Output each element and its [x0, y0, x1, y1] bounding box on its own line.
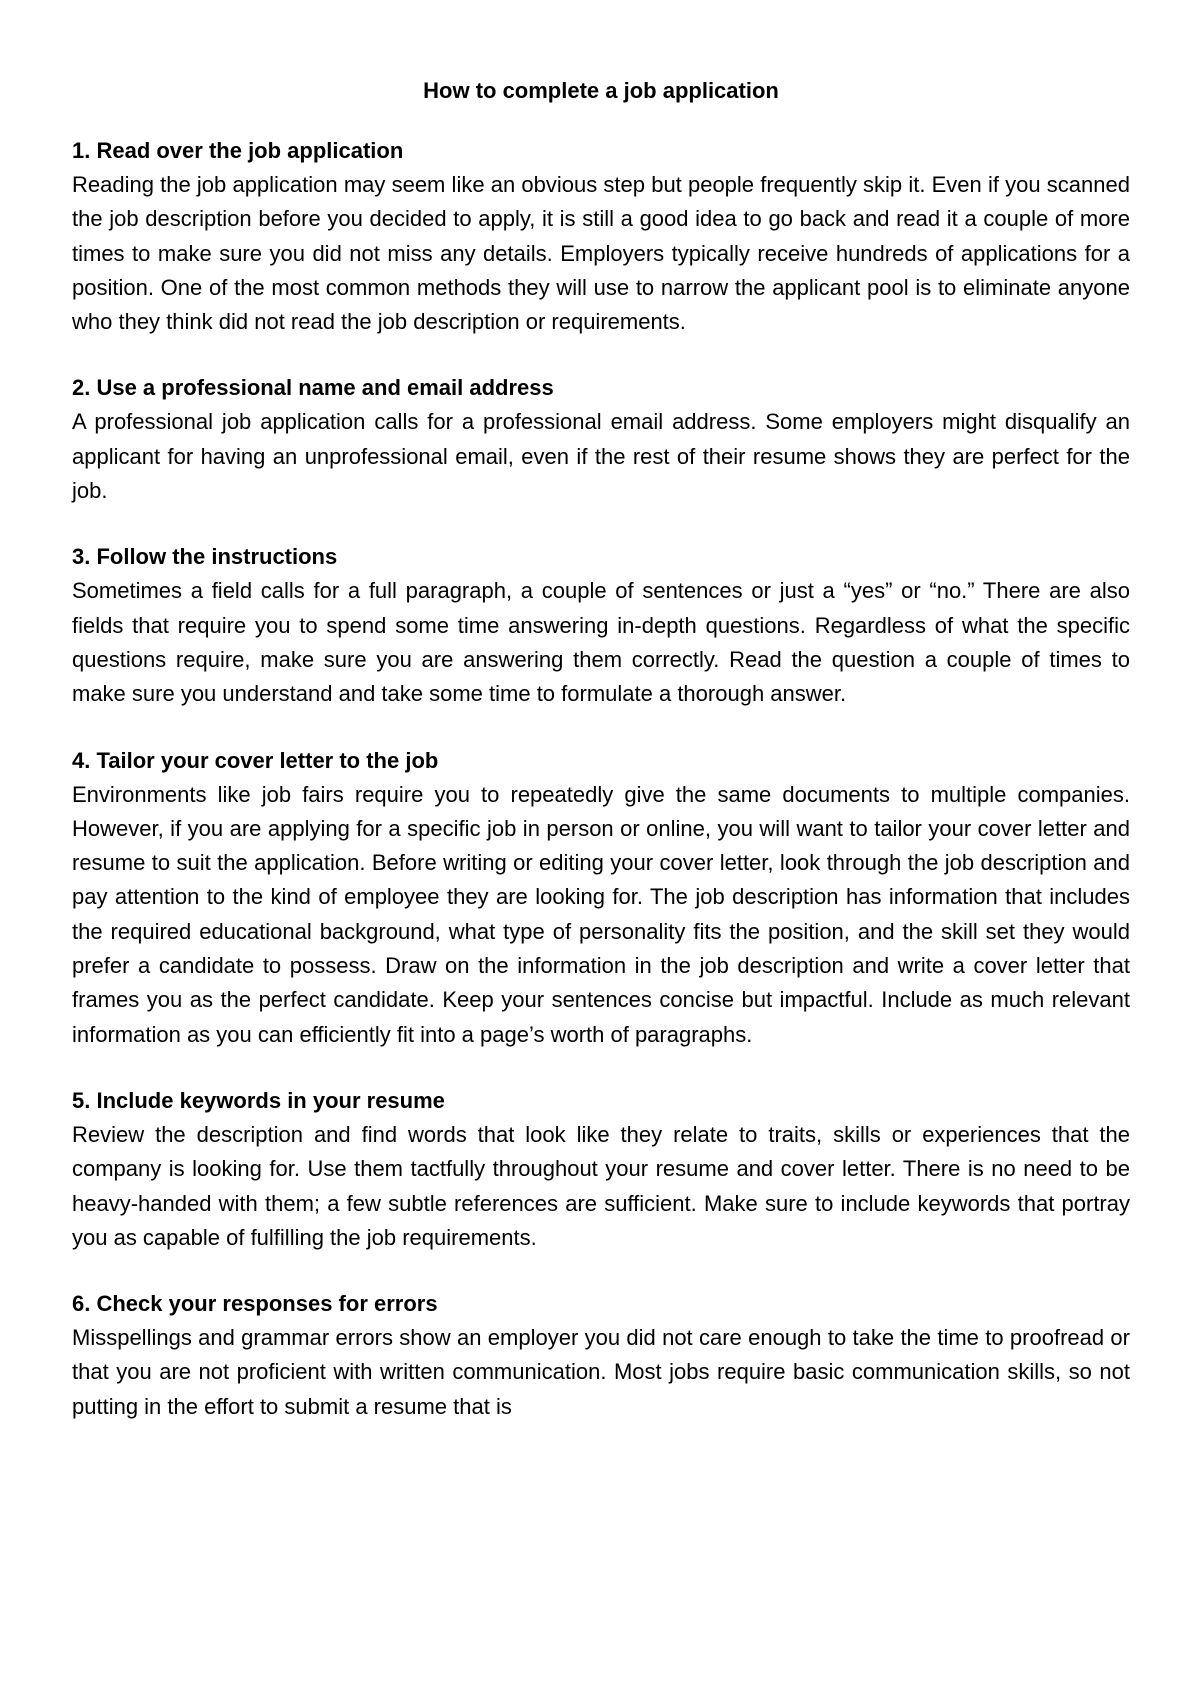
section-professional-email	[72, 371, 1130, 508]
section-body: Review the description and find words that look like they relate to traits, skills or experiences that the company is looking for. Use them tactfully throughout your resume and cover letter. There is no need to be heavy-handed with them; a few subtle references are sufficient. Make sure to include keywords that portray you as capable of fulfilling the job requirements.	[72, 1121, 1130, 1250]
section-body: Misspellings and grammar errors show an employer you did not care enough to take the time to proofread or that you are not proficient with written communication. Most jobs require basic communication skills, so not putting in the effort to submit a resume that is	[72, 1325, 1130, 1419]
section-heading: 2. Use a professional name and email address	[72, 375, 554, 401]
section-read-application	[72, 134, 1130, 339]
section-body: Reading the job application may seem like an obvious step but people frequently skip it. Even if you scanned the job description before you decided to apply, it is still a good idea to go back and read it a couple of more times to make sure you did not miss any details. Employers typically receive hundreds of applications for a position. One of the most common methods they will use to narrow the applicant pool is to eliminate anyone who they think did not read the job description or requirements.	[72, 172, 1130, 335]
section-heading: 6. Check your responses for errors	[72, 1291, 438, 1317]
section-body: A professional job application calls for a professional email address. Some employers might disqualify an applicant for having an unprofessional email, even if the rest of their resume shows they are perfect for the job.	[72, 409, 1130, 504]
section-tailor-cover-letter	[72, 744, 1130, 1052]
section-heading: 1. Read over the job application	[72, 138, 404, 163]
section-follow-instructions	[72, 540, 1130, 711]
section-include-keywords	[72, 1084, 1130, 1255]
section-check-errors	[72, 1287, 1130, 1424]
section-heading: 4. Tailor your cover letter to the job	[72, 747, 439, 773]
section-heading: 3. Follow the instructions	[72, 544, 338, 570]
section-heading: 5. Include keywords in your resume	[72, 1087, 445, 1113]
document-title: How to complete a job application	[423, 78, 779, 103]
section-body: Sometimes a field calls for a full paragraph, a couple of sentences or just a “yes” or “no.” There are also fields that require you to spend some time answering in-depth questions. Regardless of what the specific questions require, make sure you are answering them correctly. Read the question a couple of times to make sure you understand and take some time to formulate a thorough answer.	[72, 578, 1130, 707]
document-page	[72, 76, 1130, 1456]
section-body: Environments like job fairs require you to repeatedly give the same documents to multiple companies. However, if you are applying for a specific job in person or online, you will want to tailor your cover letter and resume to suit the application. Before writing or editing your cover letter, look through the job description and pay attention to the kind of employee they are looking for. The job description has information that includes the required educational background, what type of personality fits the position, and the skill set they would prefer a candidate to possess. Draw on the information in the job description and write a cover letter that frames you as the perfect candidate. Keep your sentences concise but impactful. Include as much relevant information as you can efficiently fit into a page’s worth of paragraphs.	[72, 781, 1130, 1047]
